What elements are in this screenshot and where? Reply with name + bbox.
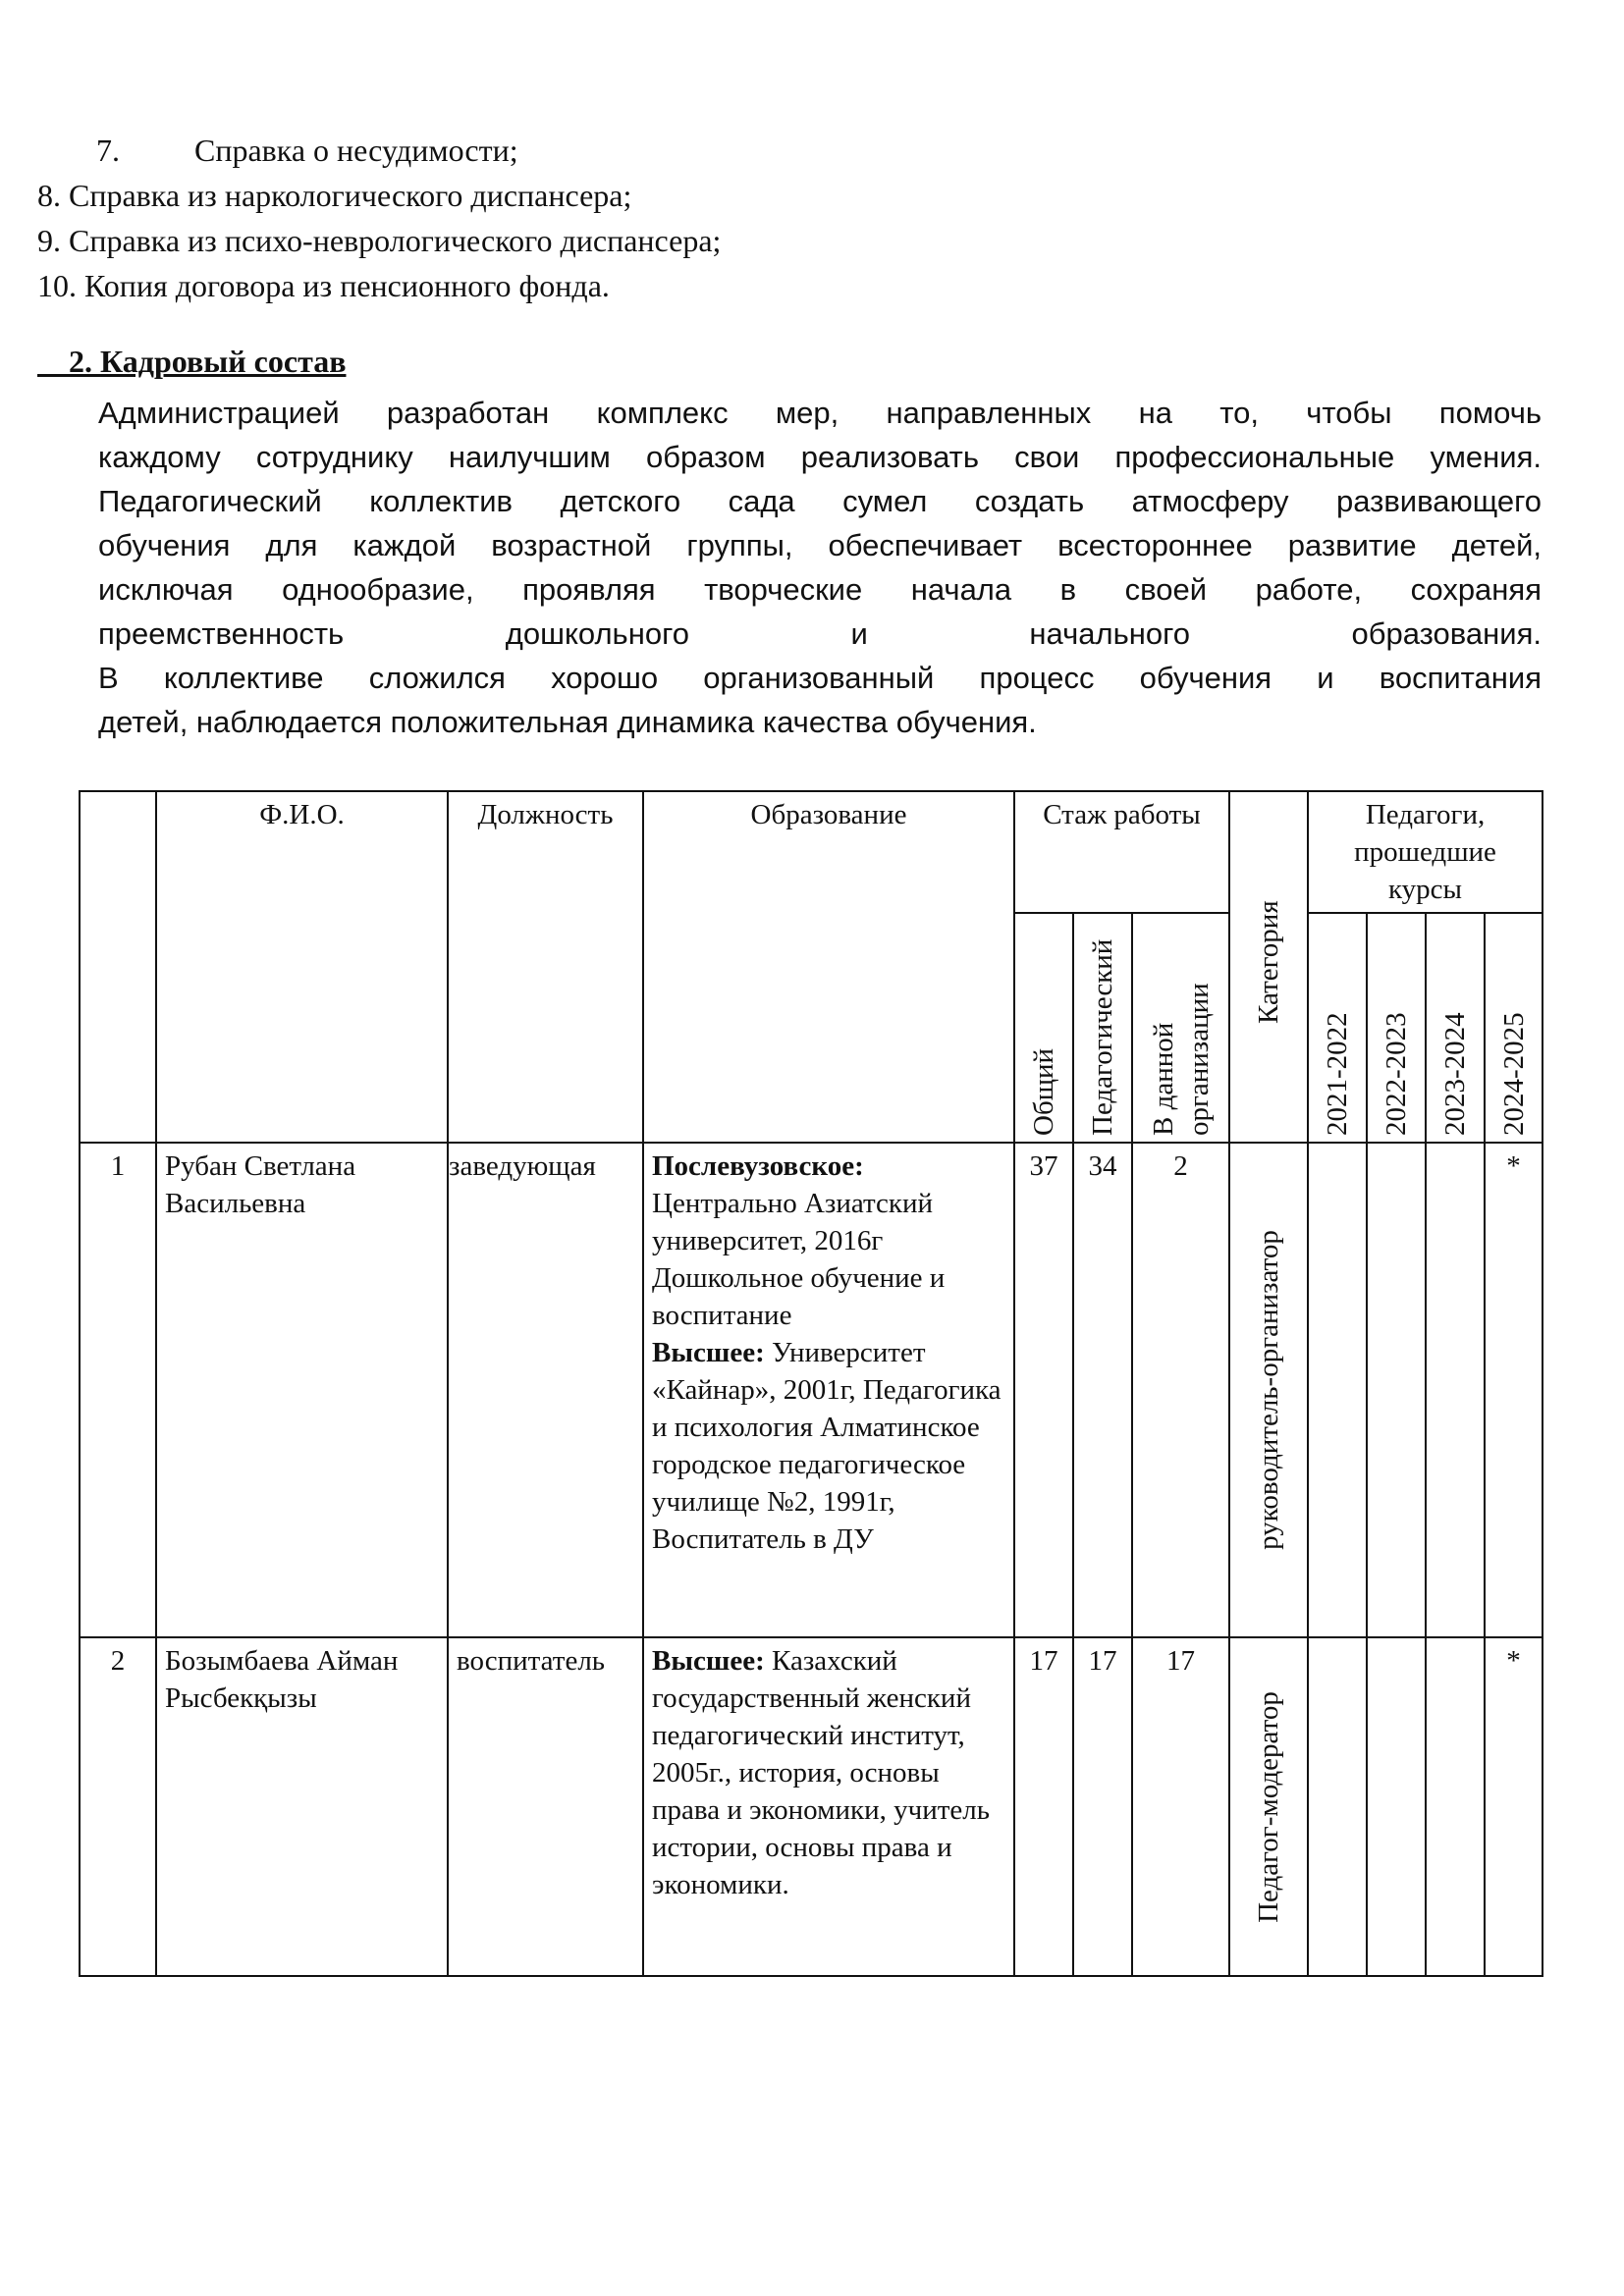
header-category-text: Категория xyxy=(1253,900,1285,1024)
cell-year xyxy=(1367,1143,1426,1637)
list-item-text: Копия договора из пенсионного фонда. xyxy=(84,268,610,303)
staff-table xyxy=(79,790,1543,1977)
header-exp-total xyxy=(1014,913,1073,1143)
edu-text: Центрально Азиатский университет, 2016г Дошкольное обучение и воспитание xyxy=(652,1188,946,1331)
list-item-number: 9. xyxy=(37,223,61,258)
cell-year xyxy=(1426,1143,1485,1637)
edu-level: Высшее: xyxy=(652,1337,765,1368)
list-item-text: Справка из наркологического диспансера; xyxy=(69,178,632,213)
intro-line: исключая однообразие, проявляя творческие начала в своей работе, сохраняя xyxy=(98,572,1542,607)
table-header-row xyxy=(80,791,1543,913)
cell-exp-total: 17 xyxy=(1014,1637,1073,1976)
cell-exp-total: 37 xyxy=(1014,1143,1073,1637)
header-year-text: 2024-2025 xyxy=(1497,1012,1530,1136)
header-year-text: 2022-2023 xyxy=(1380,1012,1413,1136)
cell-position: воспитатель xyxy=(448,1637,643,1976)
list-item xyxy=(37,173,721,218)
cell-exp-ped: 17 xyxy=(1073,1637,1132,1976)
header-exp-total-text: Общий xyxy=(1028,1047,1059,1136)
cell-year xyxy=(1308,1143,1367,1637)
header-experience: Стаж работы xyxy=(1014,791,1229,913)
table-row xyxy=(80,1143,1543,1637)
cell-year xyxy=(1426,1637,1485,1976)
cell-position: заведующая xyxy=(448,1143,643,1637)
intro-line: преемственность дошкольного и начального образования. xyxy=(98,616,1542,651)
category-text: руководитель-организатор xyxy=(1253,1230,1285,1550)
intro-line: Администрацией разработан комплекс мер, направленных на то, чтобы помочь xyxy=(98,396,1542,430)
cell-year xyxy=(1367,1637,1426,1976)
category-text: Педагог-модератор xyxy=(1253,1690,1285,1923)
header-exp-org-line1: В данной xyxy=(1147,1022,1179,1136)
cell-exp-org: 17 xyxy=(1132,1637,1229,1976)
intro-line: детей, наблюдается положительная динамика качества обучения. xyxy=(98,705,1037,739)
cell-category xyxy=(1229,1637,1308,1976)
list-item xyxy=(37,128,721,173)
cell-year: * xyxy=(1485,1143,1543,1637)
edu-text: Казахский государственный женский педагогический институт, 2005г., история, основы права и экономики, учитель истории, основы права и экономики. xyxy=(652,1645,990,1900)
list-item-number: 7. xyxy=(96,133,120,168)
cell-year xyxy=(1308,1637,1367,1976)
edu-text: Университет «Кайнар», 2001г, Педагогика и психология Алматинское городское педагогическое училище №2, 1991г, Воспитатель в ДУ xyxy=(652,1337,1001,1555)
header-exp-ped-text: Педагогический xyxy=(1087,938,1118,1136)
header-year-2021 xyxy=(1308,913,1367,1143)
cell-number: 1 xyxy=(80,1143,156,1637)
cell-education xyxy=(643,1637,1014,1976)
header-number xyxy=(80,791,156,1143)
edu-level: Послевузовское: xyxy=(652,1150,864,1182)
table-row xyxy=(80,1637,1543,1976)
cell-fio: Рубан Светлана Васильевна xyxy=(156,1143,448,1637)
intro-line: В коллективе сложился хорошо организованный процесс обучения и воспитания xyxy=(98,661,1542,695)
intro-line: каждому сотруднику наилучшим образом реализовать свои профессиональные умения. xyxy=(98,440,1542,474)
header-year-2023 xyxy=(1426,913,1485,1143)
cell-fio: Бозымбаева Айман Рысбекқызы xyxy=(156,1637,448,1976)
header-position: Должность xyxy=(448,791,643,1143)
list-item xyxy=(37,218,721,263)
header-year-text: 2021-2022 xyxy=(1322,1012,1354,1136)
list-item-number: 8. xyxy=(37,178,61,213)
header-courses: Педагоги, прошедшие курсы xyxy=(1308,791,1543,913)
header-fio: Ф.И.О. xyxy=(156,791,448,1143)
cell-education xyxy=(643,1143,1014,1637)
list-item-text: Справка о несудимости; xyxy=(194,133,518,168)
header-exp-ped xyxy=(1073,913,1132,1143)
section-title: 2. Кадровый состав xyxy=(37,344,347,379)
cell-number: 2 xyxy=(80,1637,156,1976)
cell-exp-ped: 34 xyxy=(1073,1143,1132,1637)
header-exp-org xyxy=(1132,913,1229,1143)
list-item xyxy=(37,263,721,308)
documents-list xyxy=(37,128,721,308)
list-item-text: Справка из психо-неврологического диспансера; xyxy=(69,223,722,258)
list-item-number: 10. xyxy=(37,268,77,303)
section-intro xyxy=(98,391,1542,744)
header-year-2024 xyxy=(1485,913,1543,1143)
header-education: Образование xyxy=(643,791,1014,1143)
header-year-text: 2023-2024 xyxy=(1439,1012,1472,1136)
cell-year: * xyxy=(1485,1637,1543,1976)
header-category xyxy=(1229,791,1308,1143)
cell-exp-org: 2 xyxy=(1132,1143,1229,1637)
cell-category xyxy=(1229,1143,1308,1637)
header-year-2022 xyxy=(1367,913,1426,1143)
edu-level: Высшее: xyxy=(652,1645,765,1677)
intro-line: обучения для каждой возрастной группы, обеспечивает всестороннее развитие детей, xyxy=(98,528,1542,562)
intro-line: Педагогический коллектив детского сада сумел создать атмосферу развивающего xyxy=(98,484,1542,518)
header-exp-org-line2: организации xyxy=(1182,983,1215,1136)
